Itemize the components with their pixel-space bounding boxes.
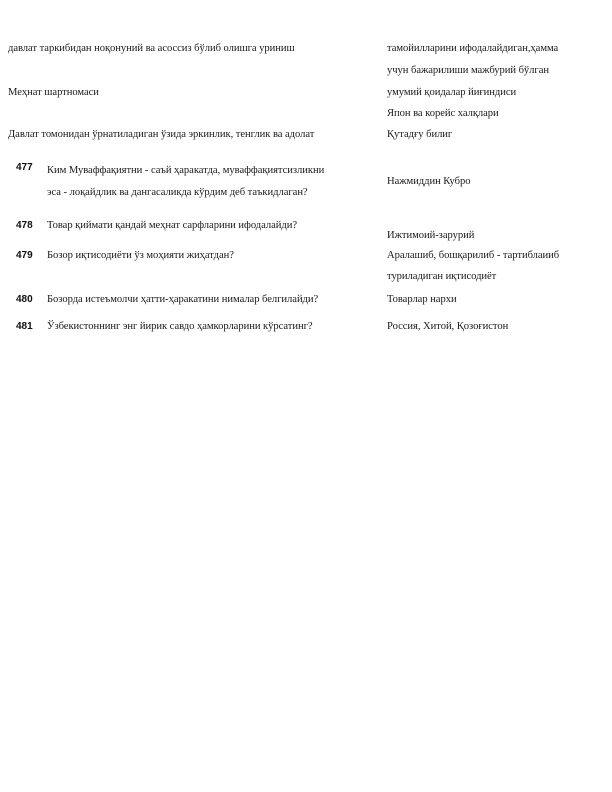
question-line-1: Ўзбекистоннинг энг йирик савдо ҳамкорларини кўрсатинг?: [47, 321, 313, 332]
top-left-line-2: Меҳнат шартномаси: [8, 87, 99, 98]
top-right-line-3: умумий қоидалар йиғиндиси: [387, 87, 517, 98]
top-left-line-3: Давлат томонидан ўрнатиладиган ўзида эркинлик, тенглик ва адолат: [8, 129, 315, 140]
question-line-1: Ким Муваффақиятни - саъй ҳаракатда, муваффақиятсизликни: [47, 165, 325, 176]
question-line-1: Бозорда истеъмолчи ҳатти-ҳаракатини нималар белгилайди?: [47, 294, 319, 305]
answer-line-1: Россия, Хитой, Қозоғистон: [387, 321, 509, 332]
top-right-line-4: Япон ва корейс халқлари: [387, 108, 499, 119]
row-number: 479: [16, 250, 33, 261]
row-number: 480: [16, 294, 33, 305]
answer-line-1: Аралашиб, бошқарилиб - тартиблаииб: [387, 250, 560, 261]
answer-line-1: Товарлар нархи: [387, 294, 457, 305]
row-number: 478: [16, 220, 33, 231]
top-right-line-1: тамойилларини ифодалайдиган,ҳамма: [387, 43, 559, 54]
answer-line-2: туриладиган иқтисодиёт: [387, 271, 497, 282]
question-line-1: Товар қиймати қандай меҳнат сарфларини ифодалайди?: [47, 220, 297, 231]
answer-line-1: Нажмиддин Кубро: [387, 176, 471, 187]
top-right-line-2: учун бажарилиши мажбурий бўлган: [387, 65, 549, 76]
top-left-line-1: давлат таркибидан ноқонуний ва асоссиз бўлиб олишга уриниш: [8, 43, 295, 54]
question-line-2: эса - лоқайдлик ва дангасаликда кўрдим деб таъкидлаган?: [47, 187, 308, 198]
top-right-line-5: Қутадғу билиг: [387, 129, 453, 140]
row-number: 481: [16, 321, 33, 332]
answer-line-1: Ижтимоий-зарурий: [387, 230, 475, 241]
row-number: 477: [16, 162, 33, 173]
question-line-1: Бозор иқтисодиёти ўз моҳияти жиҳатдан?: [47, 250, 234, 261]
